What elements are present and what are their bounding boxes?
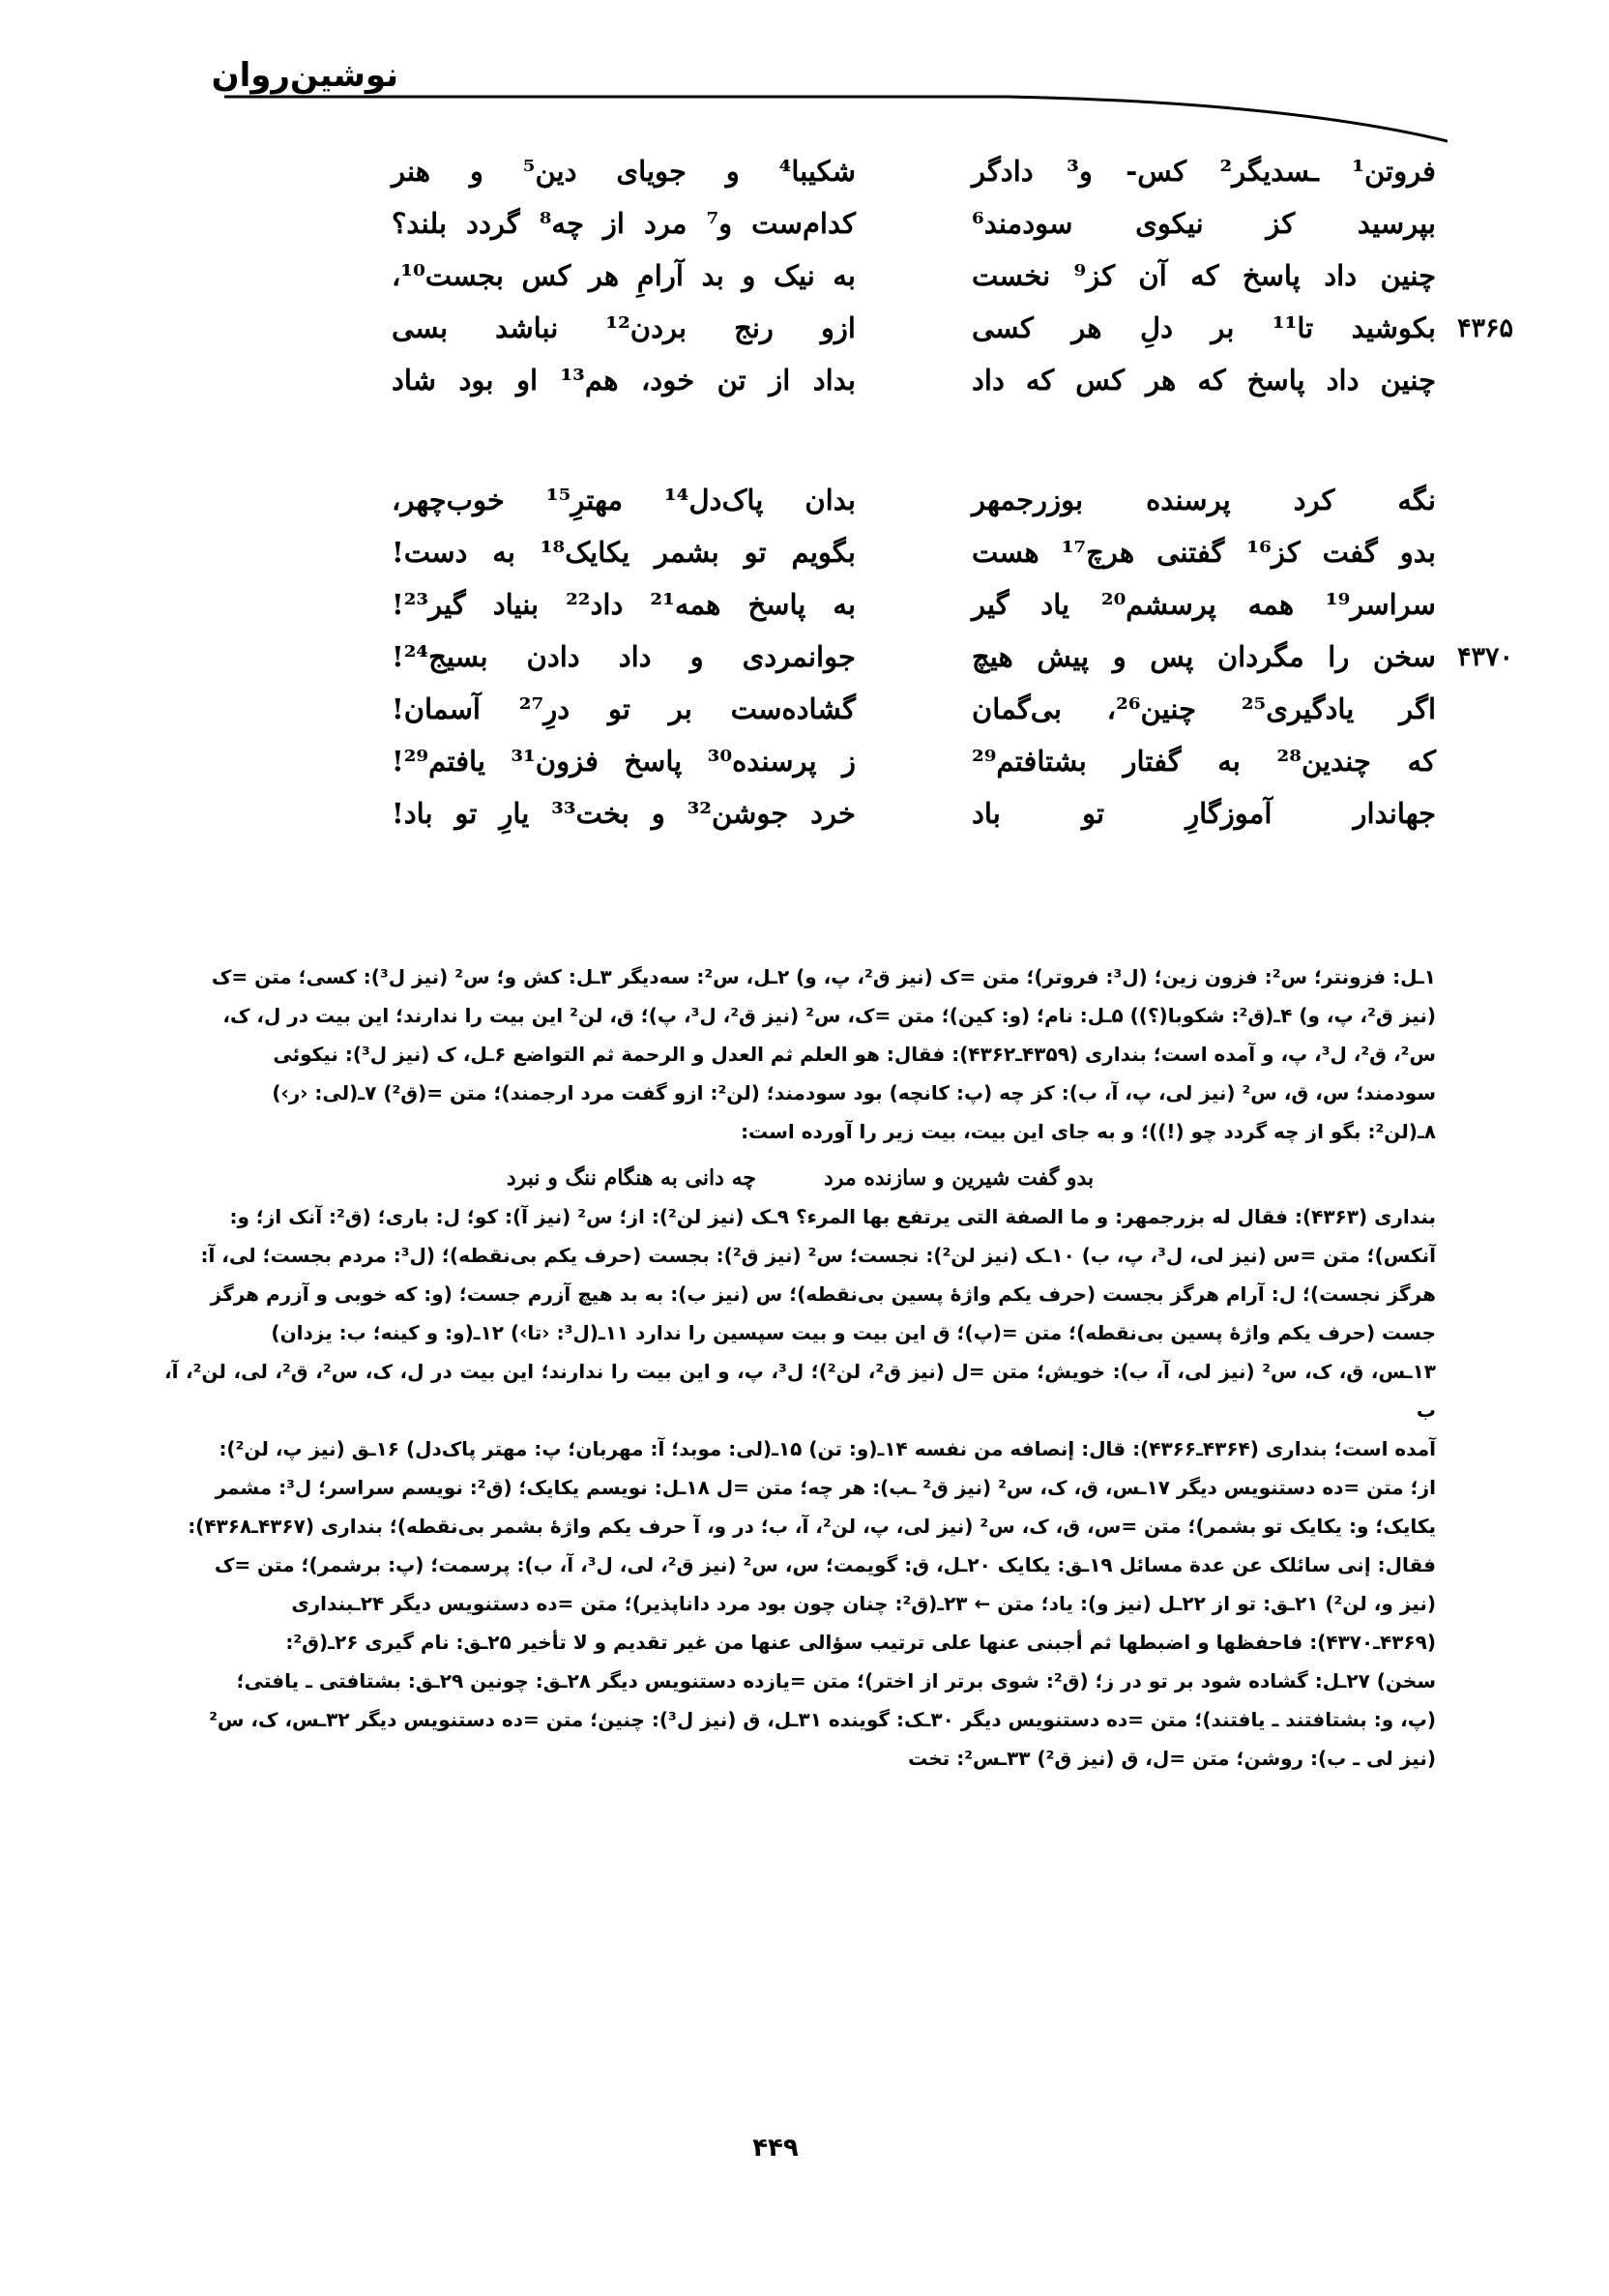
footnote-line: از؛ متن =ده دستنویس دیگر ۱۷ـس، ق، ک، س² (نیز ق² ـب): هر چه؛ متن =ل ۱۸ـل: نویسم یکایک؛ (ق²: نویسم سراسر؛ ل³: مشمر bbox=[215, 1476, 1436, 1499]
footnote-line: (نیز و، لن²) ۲۱ـق: تو از ۲۲ـل (نیز و): یاد؛ متن ← ۲۳ـ(ق²: چنان چون بود مرد داناپذیر)؛ متن =ده دستنویس دیگر ۲۴ـبنداری bbox=[291, 1592, 1436, 1615]
misra-right: اگر یادگیری²⁵ چنین²⁶، بی‌گمان bbox=[972, 692, 1436, 725]
running-title: نوشین‌روان bbox=[211, 56, 398, 95]
beyt bbox=[343, 526, 1436, 578]
stanza-1 bbox=[343, 145, 1513, 406]
verse-number: ۴۳۷۰ bbox=[1456, 641, 1513, 672]
footnote-line: س²، ق²، ل³، پ، و آمده است؛ بنداری (۴۳۵۹ـ۴۳۶۲): فقال: هو العلم ثم العدل و الرحمة ثم التواضع ۶ـل، ک (نیز ل³): نیکوئی bbox=[273, 1043, 1436, 1066]
footnote-line: ۱۳ـس، ق، ک، س² (نیز لی، آ، ب): خویش؛ متن =ل (نیز ق²، لن²)؛ ل³، پ، و این بیت را ندارند؛ این بیت در ل، ک، س²، ق²، لی، لن²، آ، ب bbox=[164, 1360, 1436, 1422]
footnote-line: فقال: إنی سائلک عن عدة مسائل ۱۹ـق: یکایک ۲۰ـل، ق: گویمت؛ س، س² (نیز ق²، لی، ل³، آ، ب): پرسمت؛ (پ: برشمر)؛ متن =ک bbox=[214, 1553, 1436, 1576]
footnote-line: بنداری (۴۳۶۳): فقال له بزرجمهر: و ما الصفة التی یرتفع بها المرء؟ ۹ـک (نیز لن²): از؛ س² (نیز آ): کو؛ ل: باری؛ (ق²: آنک از؛ و: bbox=[229, 1205, 1436, 1228]
misra-left: ازو رنج بردن¹² نباشد بسی bbox=[392, 311, 856, 344]
misra-left: شکیبا⁴ و جویای دین⁵ و هنر bbox=[392, 155, 856, 188]
misra-left: خرد جوشن³² و بخت³³ یارِ تو باد! bbox=[392, 797, 856, 830]
misra-right: نگه کرد پرسنده بوزرجمهر bbox=[972, 484, 1436, 516]
misra-right: بکوشید تا¹¹ بر دلِ هر کسی bbox=[972, 311, 1437, 344]
footnote-line: (۴۳۶۹ـ۴۳۷۰): فاحفظها و اضبطها ثم أجبنی عنها علی ترتیب سؤالی عنها من غیر تقدیم و لا تأخیر ۲۵ـق: نام گیری ۲۶ـ(ق²: bbox=[285, 1631, 1436, 1654]
header-rule bbox=[224, 95, 1448, 153]
footnote-line: (نیز ق²، پ، و) ۴ـ(ق²: شکوبا(؟)) ۵ـل: نام؛ (و: کین)؛ متن =ک، س² (نیز ق²، ل³، پ)؛ ق، لن² این بیت را ندارند؛ این بیت در ل، ک، bbox=[222, 1004, 1436, 1027]
misra-left: بدان پاک‌دل¹⁴ مهترِ¹⁵ خوب‌چهر، bbox=[392, 484, 857, 516]
beyt bbox=[343, 302, 1513, 354]
misra-right: سراسر¹⁹ همه پرسشم²⁰ یاد گیر bbox=[972, 588, 1436, 621]
quoted-beyt bbox=[164, 1159, 1436, 1197]
beyt bbox=[343, 683, 1436, 735]
misra-right: بپرسید کز نیکوی سودمند⁶ bbox=[972, 207, 1436, 240]
footnote-line: ۱ـل: فزونتر؛ س²: فزون زین؛ (ل³: فروتر)؛ متن =ک (نیز ق²، پ، و) ۲ـل، س²: سه‌دیگر ۳ـل: کش و؛ س² (نیز ل³): کسی؛ متن =ک bbox=[211, 965, 1436, 988]
footnotes bbox=[164, 957, 1436, 1778]
footnote-line: هرگز نجست)؛ ل: آرام هرگز بجست (حرف یکم واژهٔ پسین بی‌نقطه)؛ س (نیز ب): به بد هیچ آزرم جست؛ (و: که خوبی و آزرم هرگز bbox=[210, 1282, 1436, 1306]
beyt bbox=[343, 631, 1513, 683]
footnote-line: (پ، و: بشتافتند ـ یافتند)؛ متن =ده دستنویس دیگر ۳۰ـک: گوینده ۳۱ـل، ق (نیز ل³): چنین؛ متن =ده دستنویس دیگر ۳۲ـس، ک، س² bbox=[209, 1708, 1436, 1731]
misra-left: گشاده‌ست بر تو درِ²⁷ آسمان! bbox=[392, 692, 856, 725]
beyt bbox=[343, 145, 1436, 197]
beyt bbox=[343, 578, 1436, 631]
misra-right: جهاندار آموزگارِ تو باد bbox=[972, 797, 1436, 830]
stanza-2 bbox=[343, 474, 1513, 839]
footnote-line: (نیز لی ـ ب): روشن؛ متن =ل، ق (نیز ق²) ۳۳ـس²: تخت bbox=[908, 1747, 1436, 1770]
verse-number: ۴۳۶۵ bbox=[1456, 312, 1513, 343]
footnote-line: سخن) ۲۷ـل: گشاده شود بر تو در ز؛ (ق²: شوی برتر از اختر)؛ متن =یازده دستنویس دیگر ۲۸ـق: چونین ۲۹ـق: بشتافتی ـ یافتی؛ bbox=[236, 1669, 1436, 1693]
beyt bbox=[343, 197, 1436, 250]
misra-right: بدو گفت کز¹⁶ گفتنی هرچ¹⁷ هست bbox=[972, 536, 1436, 569]
misra-left: جوانمردی و داد دادن بسیج²⁴! bbox=[392, 640, 856, 673]
poem-body bbox=[343, 145, 1513, 839]
page-number: ۴۴۹ bbox=[752, 2134, 799, 2163]
beyt bbox=[343, 735, 1436, 787]
footnote-line: یکایک؛ و: یکایک تو بشمر)؛ متن =س، ق، ک، س² (نیز لی، پ، لن²، آ، ب؛ در و، آ حرف یکم واژهٔ بشمر بی‌نقطه)؛ بنداری (۴۳۶۷ـ۴۳۶۸): bbox=[188, 1515, 1436, 1538]
misra-left: ز پرسنده³⁰ پاسخ فزون³¹ یافتم²⁹! bbox=[392, 745, 856, 778]
footnote-line: سودمند؛ س، ق، س² (نیز لی، پ، آ، ب): کز چه (پ: کانچه) بود سودمند؛ (لن²: ازو گفت مرد ارجمند)؛ متن =(ق²) ۷ـ(لی: ‹ر›) bbox=[272, 1081, 1436, 1104]
footnote-line: آمده است؛ بنداری (۴۳۶۴ـ۴۳۶۶): قال: إنصافه من نفسه ۱۴ـ(و: تن) ۱۵ـ(لی: موبد؛ آ: مهربان؛ پ: مهتر پاک‌دل) ۱۶ـق (نیز پ، لن²): bbox=[219, 1437, 1436, 1460]
misra-left: بگویم تو بشمر یکایک¹⁸ به دست! bbox=[392, 536, 856, 569]
misra-right: چنین داد پاسخ که هر کس که داد bbox=[972, 364, 1436, 397]
beyt bbox=[343, 354, 1436, 406]
misra-left: بداد از تن خود، هم¹³ او بود شاد bbox=[392, 364, 856, 397]
misra-right: که چندین²⁸ به گفتار بشتافتم²⁹ bbox=[972, 745, 1437, 778]
beyt bbox=[343, 250, 1436, 302]
beyt bbox=[343, 474, 1436, 526]
misra-left: به نیک و بد آرامِ هر کس بجست¹⁰، bbox=[392, 259, 856, 292]
footnote-line: آنکس)؛ متن =س (نیز لی، ل³، پ، ب) ۱۰ـک (نیز لن²): نجست؛ س² (نیز ق²): بجست (حرف یکم بی‌نقطه)؛ (ل³: مردم بجست؛ لی، آ: bbox=[200, 1244, 1436, 1267]
quoted-misra-left: چه دانی به هنگام ننگ و نبرد bbox=[506, 1165, 756, 1191]
footnote-line: ۸ـ(لن²: بگو از چه گردد چو (!))؛ و به جای این بیت، بیت زیر را آورده است: bbox=[741, 1120, 1436, 1143]
quoted-misra-right: بدو گفت شیرین و سازنده مرد bbox=[823, 1165, 1095, 1191]
misra-left: به پاسخ همه²¹ داد²² بنیاد گیر²³! bbox=[392, 588, 857, 621]
misra-right: سخن را مگردان پس و پیش هیچ bbox=[972, 640, 1436, 673]
beyt bbox=[343, 787, 1436, 839]
footnote-line: جست (حرف یکم واژهٔ پسین بی‌نقطه)؛ متن =(پ)؛ ق این بیت و بیت سپسین را ندارد ۱۱ـ(ل³: ‹تا›) ۱۲ـ(و: و کینه؛ ب: یزدان) bbox=[271, 1321, 1436, 1344]
misra-left: کدام‌ست و⁷ مرد از چه⁸ گردد بلند؟ bbox=[392, 207, 856, 240]
misra-right: چنین داد پاسخ که آن کز⁹ نخست bbox=[972, 259, 1437, 292]
misra-right: فروتن¹ ـسدیگر² کس- و³ دادگر bbox=[972, 155, 1436, 188]
